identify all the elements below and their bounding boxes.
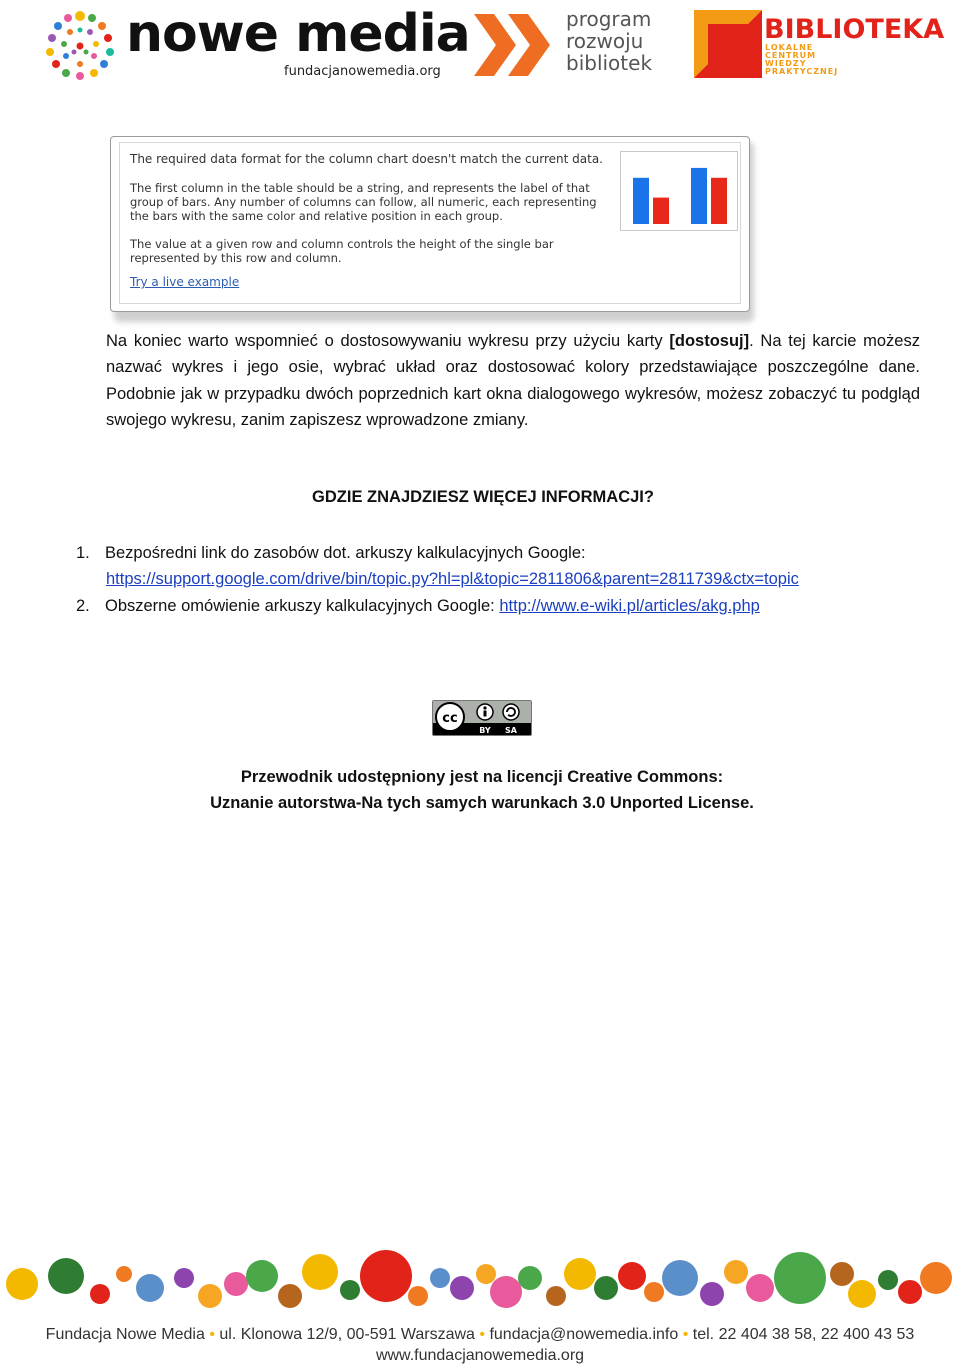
chart-error-panel xyxy=(119,142,741,304)
footer-email[interactable]: fundacja@nowemedia.info xyxy=(489,1326,679,1343)
decorative-dot xyxy=(774,1252,826,1304)
list-item-text: Obszerne omówienie arkuszy kalkulacyjnych Google: xyxy=(105,596,500,615)
cc-sa-text: SA xyxy=(505,726,517,735)
error-description-2: The value at a given row and column controls the height of the single bar represented by this row and column. xyxy=(130,237,554,265)
paragraph-text-b: . Na tej karcie możesz nazwać wykres i jego osie, wybrać układ oraz dostosować kolory przedstawiające poszczególne dane. Podobnie jak w przypadku dwóch poprzednich kart okna dialogowego wykresów, możesz zobaczyć tu podgląd swojego wykresu, zanim zapiszesz wprowadzone zmiany. xyxy=(106,332,920,429)
prb-line-2: rozwoju xyxy=(566,29,644,53)
decorative-dot xyxy=(724,1260,748,1284)
chart-bar xyxy=(653,198,669,224)
decorative-dot xyxy=(90,1284,110,1304)
decorative-dot xyxy=(564,1258,596,1290)
list-number: 1. xyxy=(76,544,90,562)
chart-bar xyxy=(633,178,649,224)
biblioteka-subtitle xyxy=(765,44,838,76)
decorative-dot xyxy=(360,1250,412,1302)
decorative-dot xyxy=(48,1258,84,1294)
decorative-dot xyxy=(878,1270,898,1290)
decorative-dots-border xyxy=(0,1248,960,1314)
decorative-dot xyxy=(302,1254,338,1290)
biblioteka-logo-mark xyxy=(694,8,764,78)
footer-address: ul. Klonowa 12/9, 00-591 Warszawa xyxy=(219,1326,475,1343)
decorative-dot xyxy=(136,1274,164,1302)
footer-website[interactable]: www.fundacjanowemedia.org xyxy=(375,1347,585,1364)
license-line-2: Uznanie autorstwa-Na tych samych warunkach 3.0 Unported License. xyxy=(210,794,754,813)
page-header xyxy=(0,0,960,90)
prb-logo-text xyxy=(566,8,652,74)
decorative-dot xyxy=(700,1282,724,1306)
decorative-dot xyxy=(546,1286,566,1306)
decorative-dot xyxy=(340,1280,360,1300)
nowe-media-url: fundacjanowemedia.org xyxy=(284,64,441,79)
decorative-dot xyxy=(6,1268,38,1300)
live-example-link[interactable]: Try a live example xyxy=(130,275,240,289)
biblioteka-sub-4: PRAKTYCZNEJ xyxy=(765,67,839,76)
example-column-chart xyxy=(620,151,738,231)
list-item xyxy=(76,540,926,593)
license-line-1: Przewodnik udostępniony jest na licencji Creative Commons: xyxy=(240,768,724,786)
error-description-1: The first column in the table should be a string, and represents the label of that group of bars. Any number of columns can follow, all numeric, each representing the bars with the same color and relative position in each group. xyxy=(130,181,597,223)
footer-org: Fundacja Nowe Media xyxy=(45,1326,205,1343)
license-notice xyxy=(0,764,960,817)
decorative-dot xyxy=(490,1276,522,1308)
decorative-dot xyxy=(116,1266,132,1282)
google-support-link[interactable]: https://support.google.com/drive/bin/topic.py?hl=pl&topic=2811806&parent=2811739&ctx=topic xyxy=(106,570,799,589)
decorative-dot xyxy=(848,1280,876,1308)
cc-by-text: BY xyxy=(479,726,491,735)
nowe-media-logo-text: nowe media xyxy=(126,4,470,64)
prb-line-3: bibliotek xyxy=(566,51,653,75)
customize-paragraph xyxy=(106,328,920,433)
decorative-dot xyxy=(278,1284,302,1308)
decorative-dot xyxy=(920,1262,952,1294)
footer-separator: • xyxy=(682,1326,689,1343)
list-item-text: Bezpośredni link do zasobów dot. arkuszy kalkulacyjnych Google: xyxy=(105,544,586,562)
decorative-dot xyxy=(594,1276,618,1300)
footer-separator: • xyxy=(209,1326,215,1343)
biblioteka-sub-2: CENTRUM xyxy=(765,51,817,60)
decorative-dot xyxy=(518,1266,542,1290)
biblioteka-sub-1: LOKALNE xyxy=(765,43,814,52)
more-info-heading: GDZIE ZNAJDZIESZ WIĘCEJ INFORMACJI? xyxy=(312,488,654,506)
cc-text: cc xyxy=(442,711,458,726)
footer-separator: • xyxy=(479,1326,485,1343)
decorative-dot xyxy=(662,1260,698,1296)
decorative-dot xyxy=(898,1280,922,1304)
paragraph-text-a: Na koniec warto wspomnieć o dostosowywaniu wykresu przy użyciu karty xyxy=(106,332,670,350)
list-number: 2. xyxy=(76,596,90,615)
nowe-media-dots-logo xyxy=(40,6,120,84)
chart-bar xyxy=(691,168,707,224)
e-wiki-link[interactable]: http://www.e-wiki.pl/articles/akg.php xyxy=(499,596,760,615)
biblioteka-sub-3: WIEDZY xyxy=(765,59,807,68)
biblioteka-title: BIBLIOTEKA xyxy=(764,14,945,45)
decorative-dot xyxy=(830,1262,854,1286)
chart-error-screenshot xyxy=(110,136,750,312)
cc-by-sa-badge[interactable] xyxy=(432,700,532,736)
decorative-dot xyxy=(430,1268,450,1288)
error-message: The required data format for the column chart doesn't match the current data. xyxy=(130,152,603,166)
footer-contact xyxy=(0,1326,960,1344)
decorative-dot xyxy=(198,1284,222,1308)
decorative-dot xyxy=(618,1262,646,1290)
cc-badge-icon xyxy=(433,701,531,735)
decorative-dot xyxy=(746,1274,774,1302)
prb-line-1: program xyxy=(566,7,652,31)
decorative-dot xyxy=(246,1260,278,1292)
decorative-dot xyxy=(408,1286,428,1306)
prb-arrows-logo xyxy=(474,14,554,76)
decorative-dot xyxy=(224,1272,248,1296)
decorative-dot xyxy=(476,1264,496,1284)
decorative-dot xyxy=(644,1282,664,1302)
decorative-dot xyxy=(174,1268,194,1288)
decorative-dot xyxy=(450,1276,474,1300)
footer-phone: tel. 22 404 38 58, 22 400 43 53 xyxy=(692,1326,915,1343)
chart-bar xyxy=(711,178,727,224)
list-item xyxy=(76,593,926,619)
resources-list xyxy=(76,540,926,619)
customize-tab-name: [dostosuj] xyxy=(669,332,750,350)
